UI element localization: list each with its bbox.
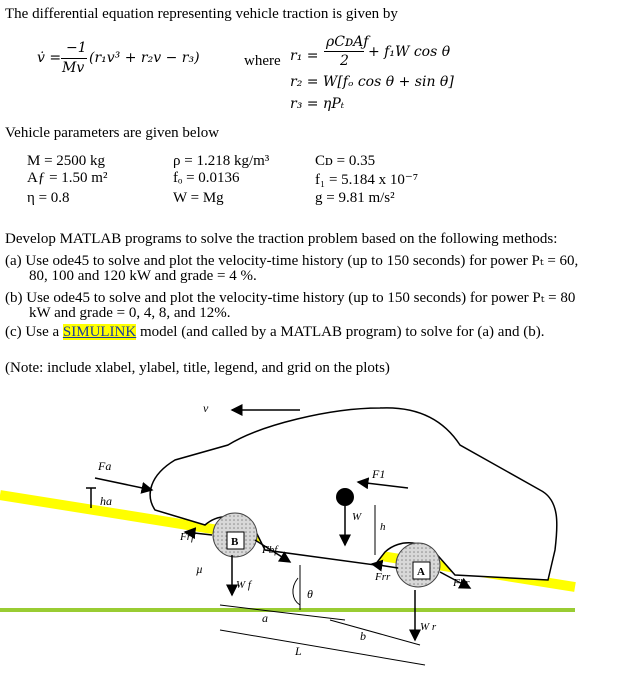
eq-r1-lhs: r₁ = <box>290 48 319 64</box>
eq-rhs: (r₁v³ + r₂v − r₃) <box>89 50 200 66</box>
task-a-line2: 80, 100 and 120 kW and grade = 4 %. <box>29 268 257 284</box>
label-frf: Frf <box>180 531 195 543</box>
center-of-mass <box>336 488 354 506</box>
label-wr: W r <box>420 621 437 633</box>
task-b-line2: kW and grade = 0, 4, 8, and 12%. <box>29 305 231 321</box>
label-theta: θ <box>307 587 313 601</box>
label-fa: Fa <box>98 459 112 473</box>
param-weight: W = Mg <box>173 190 224 206</box>
label-dim-l: L <box>295 644 302 658</box>
vehicle-diagram <box>0 390 638 694</box>
param-cd: Cᴅ = 0.35 <box>315 153 376 169</box>
label-h: h <box>380 521 386 533</box>
car-body <box>150 408 557 580</box>
eq-r3: r₃ = ηPₜ <box>290 96 345 112</box>
label-wf: W f <box>236 579 251 591</box>
label-frr: Frr <box>375 571 391 583</box>
label-dim-a: a <box>262 611 268 625</box>
param-f1: f₁ = 5.184 x 10⁻⁷ <box>315 172 419 188</box>
label-ha: ha <box>100 494 112 508</box>
task-a-line1: (a) Use ode45 to solve and plot the velocity-time history (up to 150 seconds) for power Pₜ = 60, <box>5 253 579 269</box>
task-intro: Develop MATLAB programs to solve the traction problem based on the following methods: <box>5 231 558 247</box>
note-text: (Note: include xlabel, ylabel, title, legend, and grid on the plots) <box>5 360 390 376</box>
eq-frac-bar <box>61 58 87 59</box>
param-eta: η = 0.8 <box>27 190 70 206</box>
eq-r1-num: ρCᴅAƒ <box>326 34 369 50</box>
param-fo: fₒ = 0.0136 <box>173 170 240 186</box>
label-fbr: Fbr <box>453 577 470 589</box>
eq-lhs: v̇ = <box>37 50 62 66</box>
eq-where: where <box>244 53 281 69</box>
label-fbf: Fbf <box>262 544 278 556</box>
param-area: Aƒ = 1.50 m² <box>27 170 108 186</box>
task-b-line1: (b) Use ode45 to solve and plot the velocity-time history (up to 150 seconds) for power Pₜ = 80 <box>5 290 576 306</box>
label-dim-b: b <box>360 629 366 643</box>
simulink-link[interactable]: SIMULINK <box>62 324 137 340</box>
param-g: g = 9.81 m/s² <box>315 190 395 206</box>
eq-r1-tail: + f₁W cos θ <box>368 44 451 60</box>
params-heading: Vehicle parameters are given below <box>5 125 220 141</box>
label-f1: F1 <box>372 467 386 481</box>
label-v: v <box>203 401 209 415</box>
eq-r1-den: 2 <box>340 53 349 69</box>
eq-r2: r₂ = W[fₒ cos θ + sin θ] <box>290 74 454 90</box>
task-c-prefix: (c) Use a <box>5 324 60 340</box>
label-mu: µ <box>196 562 203 576</box>
param-rho: ρ = 1.218 kg/m³ <box>173 153 270 169</box>
label-w: W <box>352 511 362 523</box>
label-a: A <box>417 566 425 578</box>
intro-text: The differential equation representing vehicle traction is given by <box>5 6 398 22</box>
eq-frac-num: −1 <box>66 40 87 56</box>
task-c-suffix: model (and called by a MATLAB program) to solve for (a) and (b). <box>139 324 545 340</box>
task-c <box>5 324 544 341</box>
eq-r1-bar <box>324 51 364 52</box>
label-b: B <box>231 536 239 548</box>
eq-frac-den: Mv <box>62 60 85 76</box>
param-mass: M = 2500 kg <box>27 153 106 169</box>
